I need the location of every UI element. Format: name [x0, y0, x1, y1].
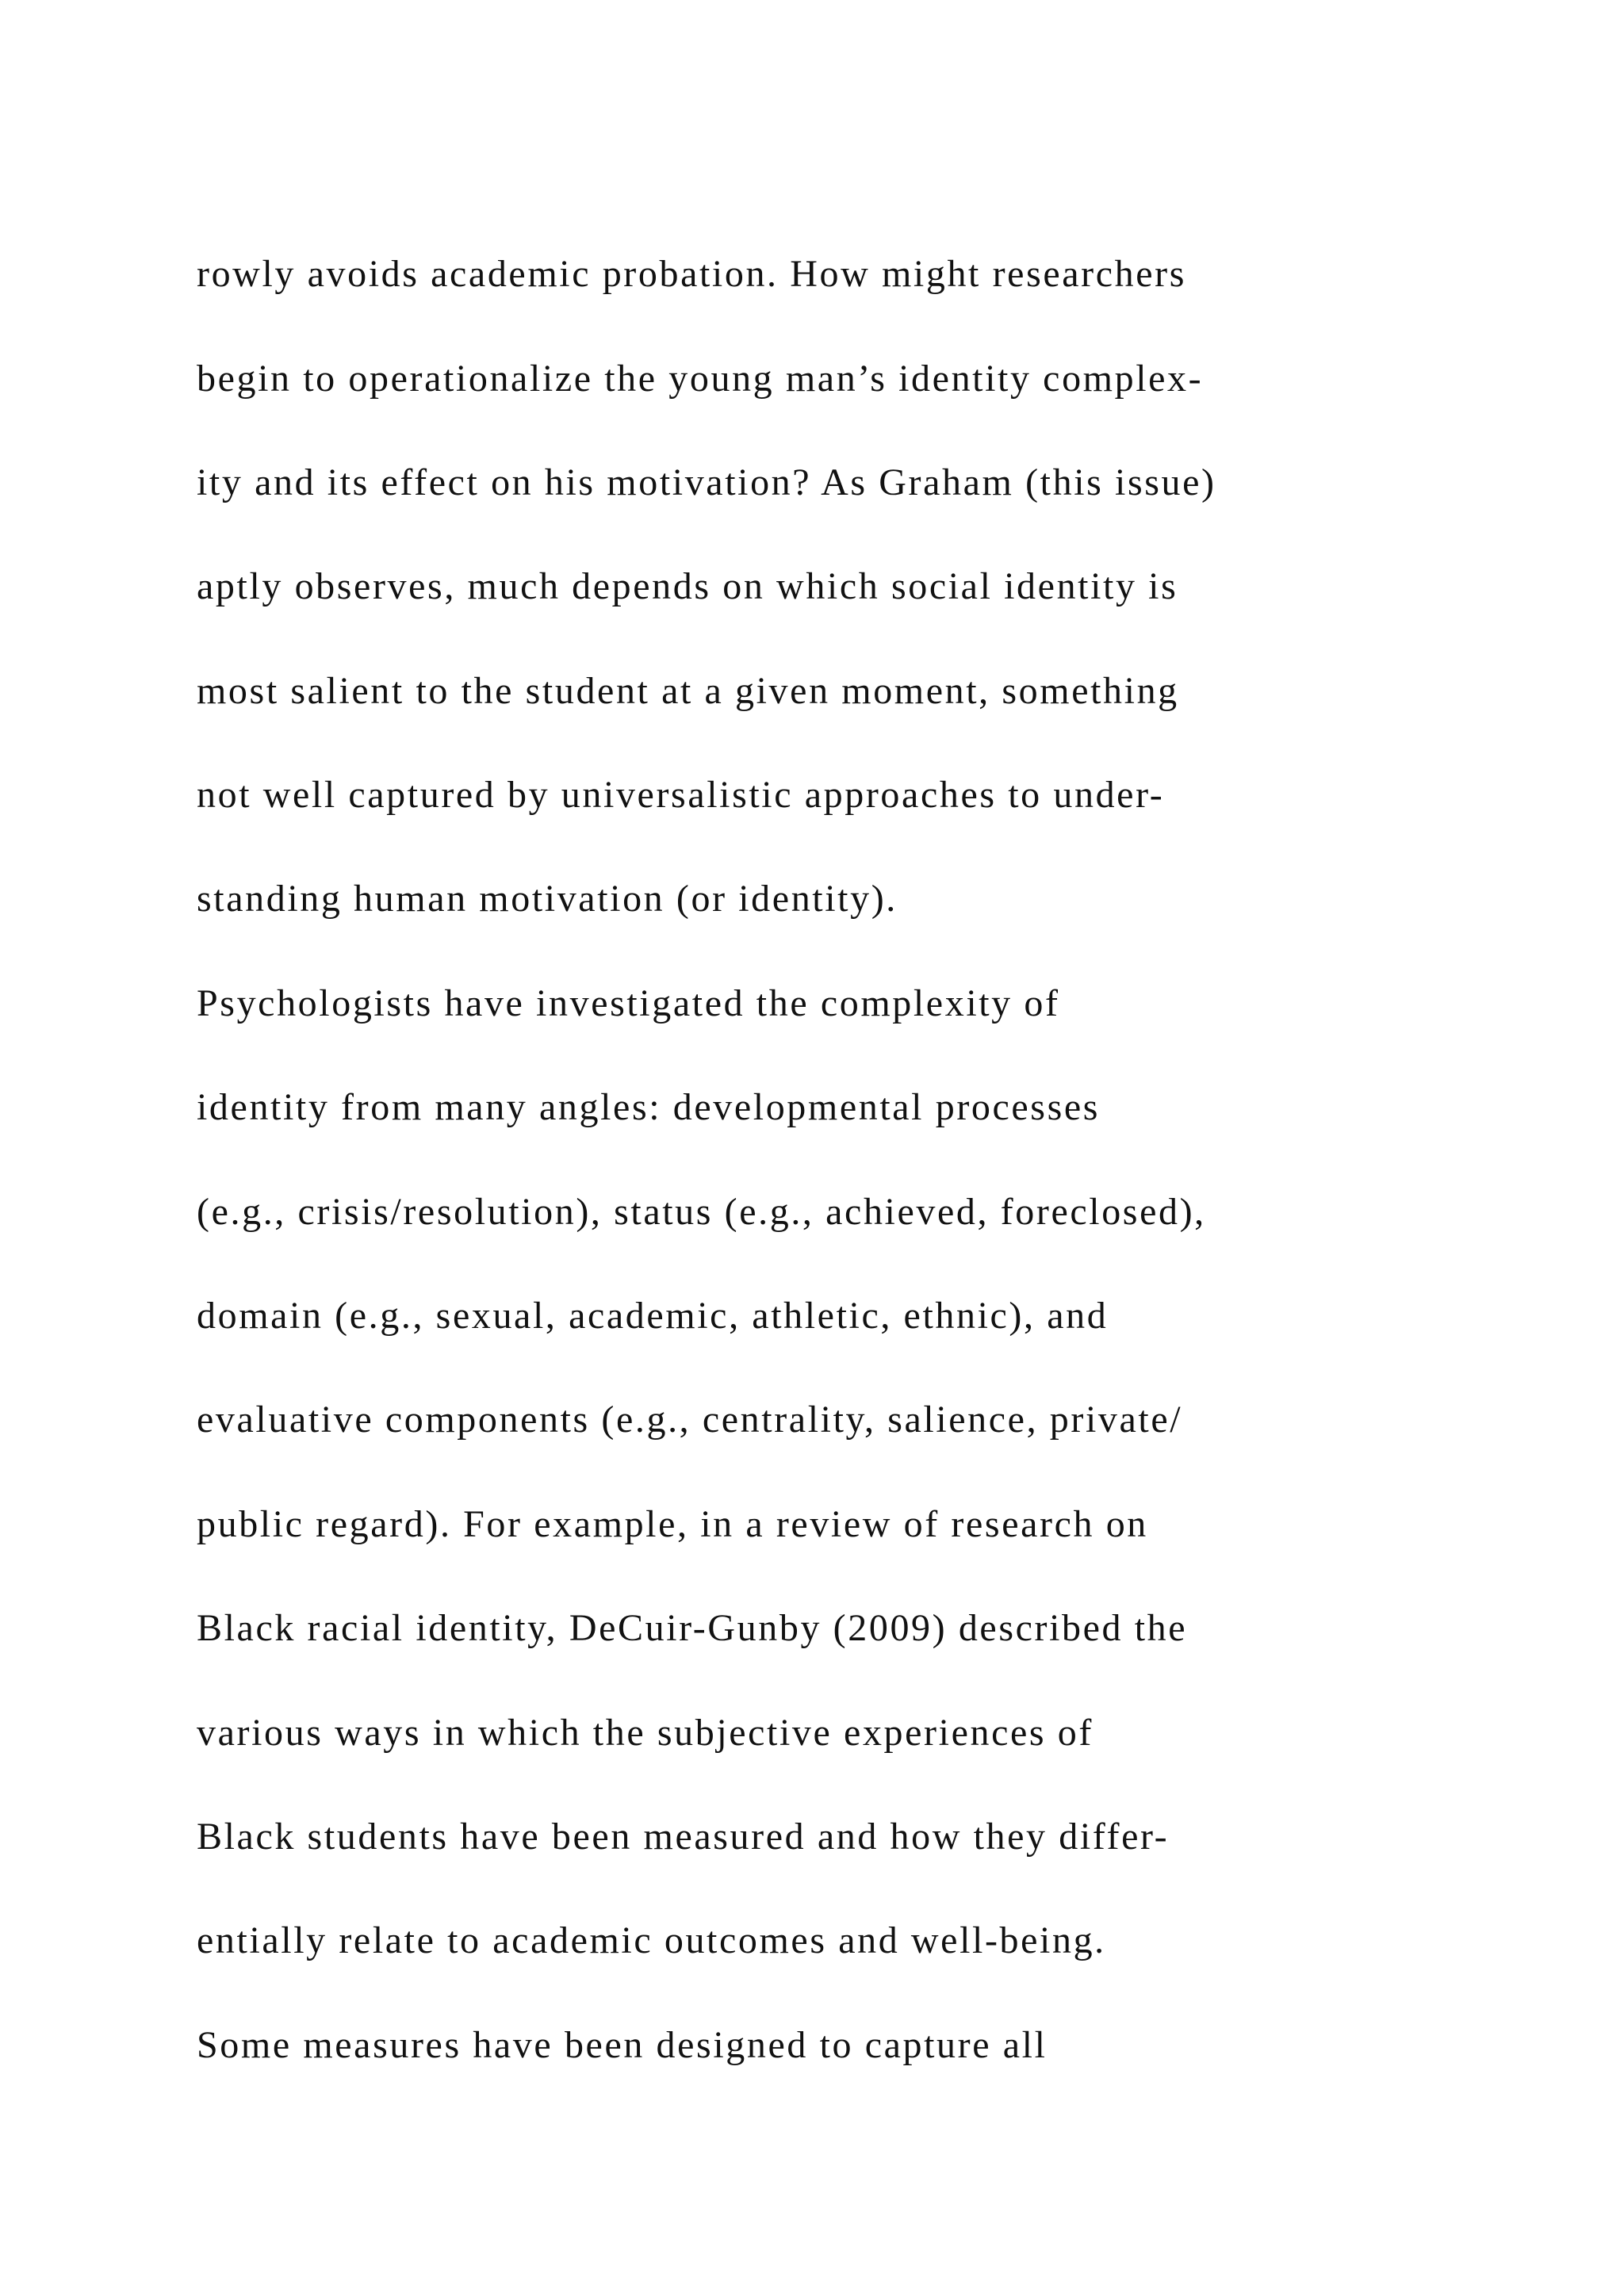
text-line: Black students have been measured and how they differ-	[197, 1816, 1170, 1858]
paragraph-start-line: Psychologists have investigated the complexity of	[197, 982, 1060, 1024]
text-line: ity and its effect on his motivation? As Graham (this issue)	[197, 461, 1216, 503]
text-line: domain (e.g., sexual, academic, athletic, ethnic), and	[197, 1295, 1109, 1337]
text-line: entially relate to academic outcomes and well-being.	[197, 1919, 1106, 1961]
text-line: standing human motivation (or identity).	[197, 878, 898, 920]
text-line: various ways in which the subjective experiences of	[197, 1712, 1094, 1754]
text-line: begin to operationalize the young man’s identity complex-	[197, 358, 1204, 400]
text-line: public regard). For example, in a review of research on	[197, 1503, 1148, 1545]
text-line: Black racial identity, DeCuir-Gunby (2009) described the	[197, 1607, 1188, 1649]
text-line: aptly observes, much depends on which social identity is	[197, 565, 1178, 607]
text-line: rowly avoids academic probation. How might researchers	[197, 253, 1187, 295]
text-line: (e.g., crisis/resolution), status (e.g., achieved, foreclosed),	[197, 1191, 1206, 1233]
text-line: identity from many angles: developmental processes	[197, 1086, 1101, 1128]
text-line: evaluative components (e.g., centrality, salience, private/	[197, 1399, 1183, 1441]
text-line: Some measures have been designed to capture all	[197, 2024, 1048, 2066]
text-line: not well captured by universalistic approaches to under-	[197, 774, 1165, 816]
text-line: most salient to the student at a given moment, something	[197, 670, 1179, 712]
